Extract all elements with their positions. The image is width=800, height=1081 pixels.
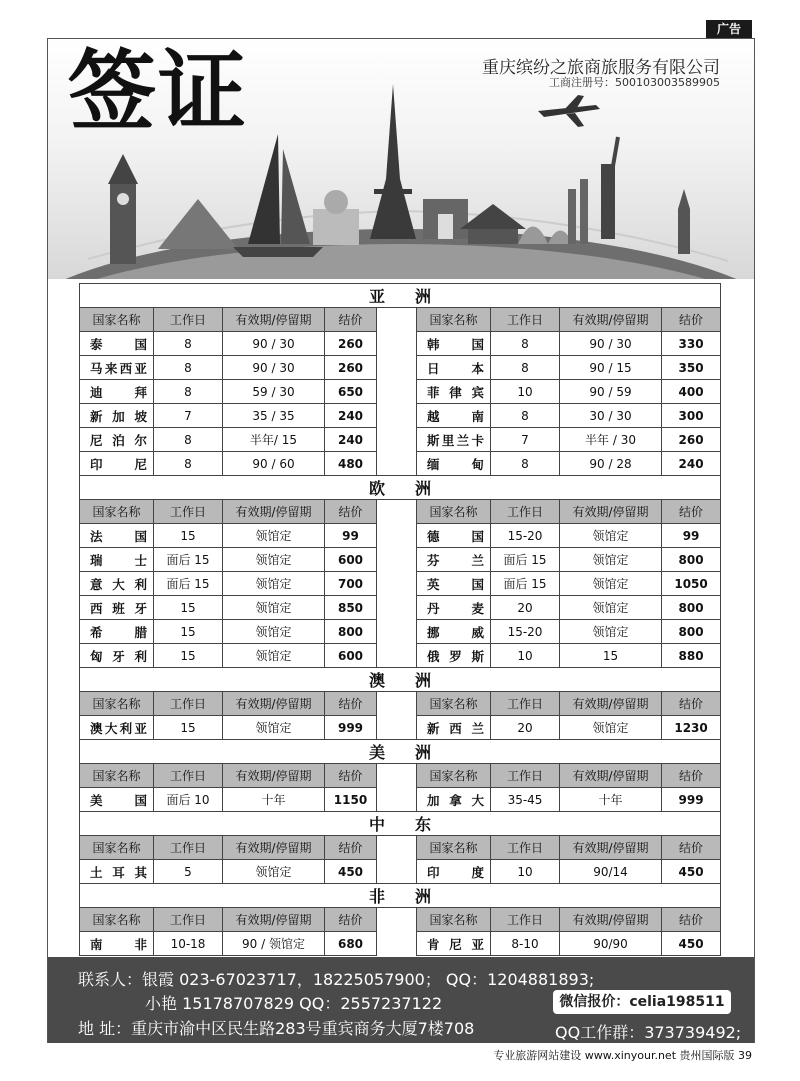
validity-stay: 领馆定 <box>223 596 325 620</box>
table-body <box>80 284 721 956</box>
validity-stay: 90 / 30 <box>223 356 325 380</box>
validity-stay: 15 <box>560 644 662 668</box>
column-gap <box>377 332 417 356</box>
column-header: 国家名称 <box>80 908 154 932</box>
column-gap <box>377 404 417 428</box>
country-name: 新西兰 <box>417 716 491 740</box>
region-name: 欧洲 <box>80 476 721 500</box>
country-name: 澳大利亚 <box>80 716 154 740</box>
column-header: 工作日 <box>154 500 223 524</box>
column-header: 国家名称 <box>80 836 154 860</box>
price: 880 <box>662 644 721 668</box>
country-name: 意大利 <box>80 572 154 596</box>
validity-stay: 35 / 35 <box>223 404 325 428</box>
price: 480 <box>325 452 377 476</box>
country-name: 韩国 <box>417 332 491 356</box>
validity-stay: 90/14 <box>560 860 662 884</box>
working-days: 8 <box>154 356 223 380</box>
price: 450 <box>662 932 721 956</box>
country-name: 美国 <box>80 788 154 812</box>
price: 1230 <box>662 716 721 740</box>
country-name: 日本 <box>417 356 491 380</box>
country-name: 印尼 <box>80 452 154 476</box>
working-days: 15-20 <box>491 620 560 644</box>
validity-stay: 领馆定 <box>560 548 662 572</box>
price: 330 <box>662 332 721 356</box>
table-row <box>80 404 721 428</box>
working-days: 15-20 <box>491 524 560 548</box>
column-gap <box>377 836 417 860</box>
region-name: 非洲 <box>80 884 721 908</box>
registration-number: 工商注册号：500103003589905 <box>549 76 720 89</box>
price: 800 <box>662 596 721 620</box>
country-name: 法国 <box>80 524 154 548</box>
visa-title: 签证 <box>68 39 249 143</box>
address-line: 地 址：重庆市渝中区民生路283号重宾商务大厦7楼708 <box>78 1019 475 1038</box>
price: 240 <box>325 428 377 452</box>
column-header: 结价 <box>662 764 721 788</box>
column-header: 结价 <box>662 908 721 932</box>
country-name: 泰国 <box>80 332 154 356</box>
working-days: 7 <box>154 404 223 428</box>
column-gap <box>377 644 417 668</box>
price: 1050 <box>662 572 721 596</box>
column-header: 工作日 <box>154 908 223 932</box>
working-days: 10-18 <box>154 932 223 956</box>
validity-stay: 半年 / 30 <box>560 428 662 452</box>
validity-stay: 领馆定 <box>223 716 325 740</box>
column-header: 结价 <box>325 500 377 524</box>
country-name: 新加坡 <box>80 404 154 428</box>
country-name: 挪威 <box>417 620 491 644</box>
column-header: 国家名称 <box>80 308 154 332</box>
country-name: 瑞士 <box>80 548 154 572</box>
country-name: 肯尼亚 <box>417 932 491 956</box>
validity-stay: 领馆定 <box>223 548 325 572</box>
column-gap <box>377 548 417 572</box>
price: 260 <box>325 332 377 356</box>
country-name: 土耳其 <box>80 860 154 884</box>
country-name: 迪拜 <box>80 380 154 404</box>
column-gap <box>377 764 417 788</box>
contact-line-1: 联系人：银霞 023-67023717，18225057900； QQ：1204881893; <box>78 970 595 989</box>
region-row <box>80 284 721 308</box>
column-header: 有效期/停留期 <box>560 308 662 332</box>
price: 260 <box>662 428 721 452</box>
column-header: 国家名称 <box>417 500 491 524</box>
column-header-row <box>80 764 721 788</box>
country-name: 印度 <box>417 860 491 884</box>
table-row <box>80 932 721 956</box>
country-name: 丹麦 <box>417 596 491 620</box>
contact-line-2: 小艳 15178707829 QQ：2557237122 <box>145 994 443 1013</box>
column-gap <box>377 356 417 380</box>
column-header: 有效期/停留期 <box>223 692 325 716</box>
working-days: 5 <box>154 860 223 884</box>
country-name: 匈牙利 <box>80 644 154 668</box>
working-days: 7 <box>491 428 560 452</box>
column-header: 结价 <box>662 692 721 716</box>
working-days: 10 <box>491 644 560 668</box>
region-row <box>80 476 721 500</box>
column-header: 工作日 <box>154 692 223 716</box>
price: 99 <box>325 524 377 548</box>
validity-stay: 90 / 15 <box>560 356 662 380</box>
column-gap <box>377 860 417 884</box>
country-name: 德国 <box>417 524 491 548</box>
country-name: 英国 <box>417 572 491 596</box>
validity-stay: 领馆定 <box>560 524 662 548</box>
column-header: 结价 <box>325 692 377 716</box>
table-row <box>80 452 721 476</box>
price: 400 <box>662 380 721 404</box>
working-days: 面后 15 <box>491 548 560 572</box>
region-name: 美洲 <box>80 740 721 764</box>
validity-stay: 59 / 30 <box>223 380 325 404</box>
price: 800 <box>662 620 721 644</box>
validity-stay: 领馆定 <box>223 644 325 668</box>
table-row <box>80 548 721 572</box>
validity-stay: 90 / 30 <box>560 332 662 356</box>
table-row <box>80 788 721 812</box>
table-row <box>80 596 721 620</box>
contact-panel <box>48 957 754 1043</box>
working-days: 8 <box>491 356 560 380</box>
price: 600 <box>325 548 377 572</box>
region-name: 中东 <box>80 812 721 836</box>
validity-stay: 90/90 <box>560 932 662 956</box>
column-header: 国家名称 <box>80 692 154 716</box>
validity-stay: 领馆定 <box>223 572 325 596</box>
working-days: 8-10 <box>491 932 560 956</box>
column-header: 有效期/停留期 <box>560 908 662 932</box>
column-gap <box>377 452 417 476</box>
validity-stay: 半年/ 15 <box>223 428 325 452</box>
validity-stay: 90 / 59 <box>560 380 662 404</box>
validity-stay: 90 / 28 <box>560 452 662 476</box>
country-name: 芬兰 <box>417 548 491 572</box>
country-name: 越南 <box>417 404 491 428</box>
table-row <box>80 716 721 740</box>
price: 650 <box>325 380 377 404</box>
column-header: 工作日 <box>491 836 560 860</box>
working-days: 面后 10 <box>154 788 223 812</box>
column-header-row <box>80 500 721 524</box>
column-header-row <box>80 308 721 332</box>
column-gap <box>377 716 417 740</box>
column-header: 有效期/停留期 <box>223 308 325 332</box>
table-row <box>80 524 721 548</box>
working-days: 15 <box>154 524 223 548</box>
region-row <box>80 812 721 836</box>
column-header: 工作日 <box>154 764 223 788</box>
column-gap <box>377 596 417 620</box>
working-days: 20 <box>491 596 560 620</box>
working-days: 8 <box>491 404 560 428</box>
price: 350 <box>662 356 721 380</box>
working-days: 10 <box>491 380 560 404</box>
validity-stay: 十年 <box>223 788 325 812</box>
table-row <box>80 644 721 668</box>
column-header: 结价 <box>662 308 721 332</box>
region-name: 亚洲 <box>80 284 721 308</box>
table-row <box>80 332 721 356</box>
table-row <box>80 428 721 452</box>
column-header: 工作日 <box>491 908 560 932</box>
page-credit: 专业旅游网站建设 www.xinyour.net 贵州国际版 39 <box>493 1049 752 1062</box>
column-gap <box>377 932 417 956</box>
price: 300 <box>662 404 721 428</box>
validity-stay: 领馆定 <box>223 620 325 644</box>
working-days: 20 <box>491 716 560 740</box>
country-name: 南非 <box>80 932 154 956</box>
country-name: 马来西亚 <box>80 356 154 380</box>
column-header-row <box>80 836 721 860</box>
column-gap <box>377 692 417 716</box>
region-row <box>80 668 721 692</box>
working-days: 8 <box>154 428 223 452</box>
column-header: 有效期/停留期 <box>223 836 325 860</box>
working-days: 8 <box>491 452 560 476</box>
price: 850 <box>325 596 377 620</box>
country-name: 斯里兰卡 <box>417 428 491 452</box>
column-header: 工作日 <box>154 308 223 332</box>
price: 680 <box>325 932 377 956</box>
table-row <box>80 620 721 644</box>
validity-stay: 十年 <box>560 788 662 812</box>
column-header: 国家名称 <box>417 692 491 716</box>
validity-stay: 领馆定 <box>560 572 662 596</box>
country-name: 希腊 <box>80 620 154 644</box>
validity-stay: 30 / 30 <box>560 404 662 428</box>
column-header: 结价 <box>325 836 377 860</box>
column-header: 有效期/停留期 <box>560 764 662 788</box>
column-gap <box>377 788 417 812</box>
column-header: 结价 <box>325 308 377 332</box>
price: 999 <box>325 716 377 740</box>
working-days: 15 <box>154 644 223 668</box>
working-days: 35-45 <box>491 788 560 812</box>
column-gap <box>377 524 417 548</box>
country-name: 西班牙 <box>80 596 154 620</box>
country-name: 尼泊尔 <box>80 428 154 452</box>
ad-tag: 广告 <box>706 20 752 38</box>
country-name: 菲律宾 <box>417 380 491 404</box>
table-row <box>80 860 721 884</box>
validity-stay: 90 / 30 <box>223 332 325 356</box>
working-days: 8 <box>491 332 560 356</box>
column-header: 有效期/停留期 <box>560 836 662 860</box>
price: 450 <box>325 860 377 884</box>
validity-stay: 领馆定 <box>560 596 662 620</box>
column-header: 国家名称 <box>417 908 491 932</box>
price: 700 <box>325 572 377 596</box>
region-name: 澳洲 <box>80 668 721 692</box>
price: 800 <box>325 620 377 644</box>
column-header: 工作日 <box>491 308 560 332</box>
working-days: 8 <box>154 332 223 356</box>
column-header: 国家名称 <box>417 836 491 860</box>
column-header-row <box>80 908 721 932</box>
column-header: 有效期/停留期 <box>223 500 325 524</box>
country-name: 加拿大 <box>417 788 491 812</box>
column-gap <box>377 908 417 932</box>
column-header: 有效期/停留期 <box>560 692 662 716</box>
price: 260 <box>325 356 377 380</box>
region-row <box>80 884 721 908</box>
working-days: 面后 15 <box>154 572 223 596</box>
column-header: 工作日 <box>154 836 223 860</box>
column-header: 国家名称 <box>80 764 154 788</box>
column-header: 有效期/停留期 <box>560 500 662 524</box>
column-gap <box>377 308 417 332</box>
working-days: 8 <box>154 452 223 476</box>
column-header: 结价 <box>662 500 721 524</box>
country-name: 俄罗斯 <box>417 644 491 668</box>
validity-stay: 领馆定 <box>560 716 662 740</box>
column-header: 国家名称 <box>417 308 491 332</box>
column-header: 结价 <box>325 764 377 788</box>
column-header: 工作日 <box>491 764 560 788</box>
qq-group: QQ工作群：373739492; <box>555 1023 742 1042</box>
price: 240 <box>325 404 377 428</box>
column-header-row <box>80 692 721 716</box>
country-name: 缅甸 <box>417 452 491 476</box>
column-gap <box>377 620 417 644</box>
working-days: 15 <box>154 596 223 620</box>
price: 999 <box>662 788 721 812</box>
column-header: 结价 <box>325 908 377 932</box>
price: 800 <box>662 548 721 572</box>
column-header: 工作日 <box>491 692 560 716</box>
validity-stay: 领馆定 <box>560 620 662 644</box>
working-days: 10 <box>491 860 560 884</box>
price: 1150 <box>325 788 377 812</box>
column-gap <box>377 500 417 524</box>
working-days: 15 <box>154 716 223 740</box>
company-name: 重庆缤纷之旅商旅服务有限公司 <box>482 58 720 78</box>
validity-stay: 90 / 60 <box>223 452 325 476</box>
price: 450 <box>662 860 721 884</box>
column-header: 有效期/停留期 <box>223 764 325 788</box>
region-row <box>80 740 721 764</box>
column-header: 结价 <box>662 836 721 860</box>
working-days: 面后 15 <box>154 548 223 572</box>
working-days: 8 <box>154 380 223 404</box>
price: 99 <box>662 524 721 548</box>
visa-price-table <box>79 283 721 956</box>
visa-banner <box>48 39 754 279</box>
column-gap <box>377 572 417 596</box>
column-header: 工作日 <box>491 500 560 524</box>
price: 600 <box>325 644 377 668</box>
validity-stay: 领馆定 <box>223 524 325 548</box>
wechat-badge: 微信报价：celia198511 <box>553 990 731 1014</box>
validity-stay: 90 / 领馆定 <box>223 932 325 956</box>
column-gap <box>377 380 417 404</box>
column-header: 国家名称 <box>417 764 491 788</box>
working-days: 面后 15 <box>491 572 560 596</box>
table-row <box>80 380 721 404</box>
validity-stay: 领馆定 <box>223 860 325 884</box>
table-row <box>80 356 721 380</box>
price: 240 <box>662 452 721 476</box>
working-days: 15 <box>154 620 223 644</box>
column-gap <box>377 428 417 452</box>
table-row <box>80 572 721 596</box>
column-header: 国家名称 <box>80 500 154 524</box>
column-header: 有效期/停留期 <box>223 908 325 932</box>
